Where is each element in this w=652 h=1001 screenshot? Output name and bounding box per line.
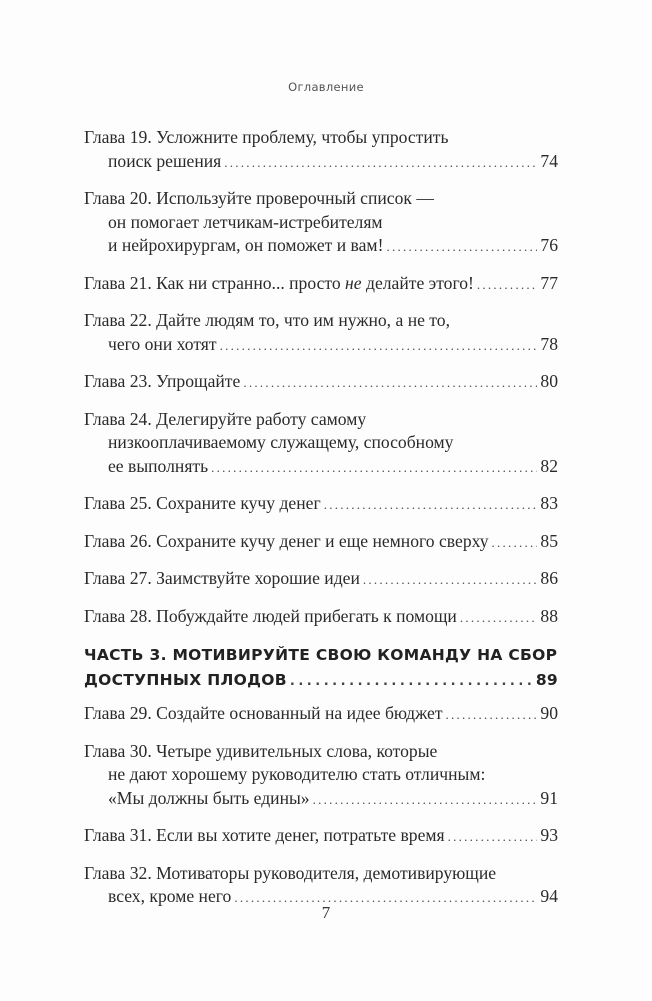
page-number: 85 [540, 530, 558, 551]
dot-leader [224, 151, 537, 175]
dot-leader [492, 531, 538, 555]
part-title: ЧАСТЬ 3. МОТИВИРУЙТЕ СВОЮ КОМАНДУ НА СБОР [84, 646, 558, 664]
page-number: 91 [540, 787, 558, 808]
dot-leader [460, 606, 538, 630]
entry-title-part: Глава 21. Как ни странно... просто [84, 272, 346, 293]
entry-title: поиск решения [108, 150, 222, 171]
page-number: 83 [540, 493, 558, 513]
page-number: 80 [540, 371, 558, 391]
toc-entry-ch23[interactable] [84, 370, 558, 395]
page-number: 82 [540, 455, 558, 476]
emphasis: не [345, 272, 362, 293]
entry-title: Глава 28. Побуждайте людей прибегать к помощи [84, 605, 457, 626]
part-title: ДОСТУПНЫХ ПЛОДОВ [84, 671, 287, 689]
entry-title: ее выполнять [108, 455, 209, 476]
page-number: 94 [540, 886, 558, 906]
toc-entry-ch28[interactable] [84, 605, 558, 630]
page-number: 76 [540, 235, 558, 255]
dot-leader [243, 371, 537, 395]
entry-title: Глава 25. Сохраните кучу денег [84, 493, 321, 513]
toc-entry-ch19[interactable] [84, 126, 558, 174]
dot-leader [446, 703, 538, 727]
dot-leader [363, 568, 538, 592]
page-number: 88 [540, 605, 558, 626]
toc-entry-ch21[interactable] [84, 272, 558, 297]
entry-title: чего они хотят [108, 333, 217, 354]
running-header: Оглавление [288, 80, 364, 94]
entry-title: Глава 24. Делегируйте работу самому [84, 408, 367, 429]
entry-title: Глава 22. Дайте людям то, что им нужно, а не то, [84, 310, 450, 330]
entry-title: Глава 23. Упрощайте [84, 371, 241, 391]
dot-leader [220, 334, 538, 358]
page-folio: 7 [321, 903, 331, 922]
dot-leader [211, 456, 537, 480]
page-number: 89 [535, 671, 558, 689]
entry-title: не дают хорошему руководителю стать отличным: [108, 764, 486, 784]
dot-leader [386, 235, 537, 259]
entry-title: он помогает летчикам-истребителям [108, 211, 383, 232]
entry-title: низкооплачиваемому служащему, способному [108, 432, 454, 452]
toc-entry-ch30[interactable] [84, 740, 558, 812]
entry-title: «Мы должны быть едины» [108, 787, 310, 808]
toc-entry-ch24[interactable] [84, 408, 558, 480]
toc-entry-ch26[interactable] [84, 530, 558, 555]
table-of-contents [84, 126, 558, 923]
dot-leader [290, 669, 533, 694]
entry-title: Глава 20. Используйте проверочный список — [84, 188, 434, 208]
toc-entry-ch22[interactable] [84, 309, 558, 357]
toc-part-3[interactable] [84, 643, 558, 694]
entry-title: Глава 27. Заимствуйте хорошие идеи [84, 568, 360, 588]
page-number: 78 [540, 333, 558, 354]
entry-title: Глава 31. Если вы хотите денег, потратьте время [84, 825, 445, 845]
toc-entry-ch25[interactable] [84, 492, 558, 517]
entry-title: Глава 29. Создайте основанный на идее бюджет [84, 703, 443, 723]
page-number: 93 [540, 825, 558, 845]
page-number: 90 [540, 703, 558, 723]
toc-entry-ch20[interactable] [84, 187, 558, 259]
dot-leader [324, 493, 538, 517]
toc-entry-ch29[interactable] [84, 702, 558, 727]
entry-title: и нейрохирургам, он поможет и вам! [108, 235, 384, 255]
page-number: 77 [540, 272, 558, 293]
entry-title: Глава 19. Усложните проблему, чтобы упростить [84, 127, 449, 147]
entry-title: Глава 32. Мотиваторы руководителя, демотивирующие [84, 862, 497, 883]
page-number: 86 [540, 568, 558, 588]
dot-leader [313, 788, 538, 812]
dot-leader [448, 825, 538, 849]
page-number: 74 [540, 150, 558, 171]
entry-title: всех, кроме него [108, 886, 232, 906]
entry-title: Глава 26. Сохраните кучу денег и еще немного сверху [84, 530, 489, 551]
toc-entry-ch27[interactable] [84, 567, 558, 592]
entry-title: Глава 30. Четыре удивительных слова, которые [84, 740, 438, 761]
entry-title-part: делайте этого! [361, 272, 474, 293]
dot-leader [477, 273, 538, 297]
entry-title [84, 272, 474, 296]
toc-entry-ch31[interactable] [84, 824, 558, 849]
